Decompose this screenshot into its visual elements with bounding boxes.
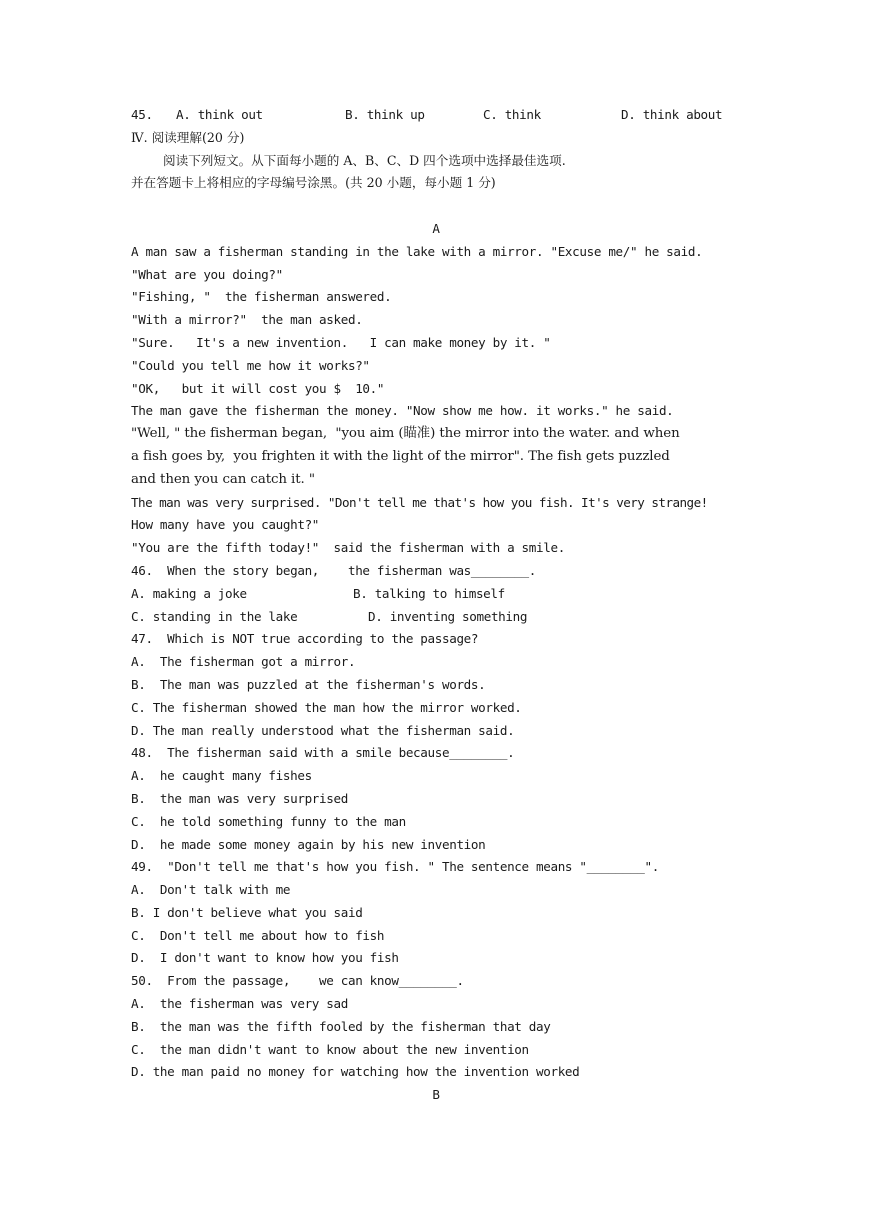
question-stem-47: 47. Which is NOT true according to the passage?: [131, 631, 479, 647]
passage-line: "Sure. It's a new invention. I can make money by it. ": [131, 334, 551, 350]
passage-line: a fish goes by, you frighten it with the light of the mirror". The fish gets puzzled: [131, 448, 670, 464]
passage-line: "You are the fifth today!" said the fisherman with a smile.: [131, 540, 565, 556]
section-heading: Ⅳ. 阅读理解(20 分): [131, 129, 245, 145]
blank-line: [131, 195, 741, 218]
passage-line: "Could you tell me how it works?": [131, 357, 370, 373]
q46-option-a: A. making a joke: [131, 585, 247, 601]
q50-option-c: C. the man didn't want to know about the new invention: [131, 1041, 529, 1057]
question-stem-48: 48. The fisherman said with a smile because________.: [131, 745, 515, 761]
q45-row: [131, 104, 741, 127]
q45-option-b: B. think up: [345, 107, 425, 122]
question-stem-50: 50. From the passage, we can know________.: [131, 973, 464, 989]
passage-a-label: A: [432, 220, 440, 236]
q50-option-a: A. the fisherman was very sad: [131, 996, 348, 1012]
passage-line: "Fishing, " the fisherman answered.: [131, 289, 392, 305]
q50-option-d: D. the man paid no money for watching how the invention worked: [131, 1064, 580, 1080]
q46-options-row-2: [131, 606, 741, 629]
passage-line: "Well, " the fisherman began, "you aim (瞄准) the mirror into the water. and when: [131, 426, 680, 442]
q45-option-c: C. think: [483, 107, 541, 122]
q50-option-b: B. the man was the fifth fooled by the fisherman that day: [131, 1018, 551, 1034]
q46-option-d: D. inventing something: [368, 608, 528, 624]
q48-option-c: C. he told something funny to the man: [131, 813, 406, 829]
q49-option-c: C. Don't tell me about how to fish: [131, 927, 385, 943]
question-stem-49: 49. "Don't tell me that's how you fish. " The sentence means "________".: [131, 859, 659, 875]
q47-option-d: D. The man really understood what the fisherman said.: [131, 722, 515, 738]
passage-line: A man saw a fisherman standing in the lake with a mirror. "Excuse me/" he said.: [131, 243, 703, 259]
passage-line: "With a mirror?" the man asked.: [131, 312, 363, 328]
passage-line: and then you can catch it. ": [131, 471, 315, 487]
passage-line: "What are you doing?": [131, 266, 283, 282]
q49-option-d: D. I don't want to know how you fish: [131, 950, 399, 966]
q45-option-a: A. think out: [176, 107, 263, 122]
question-stem-46: 46. When the story began, the fisherman was________.: [131, 562, 536, 578]
passage-line: The man was very surprised. "Don't tell me that's how you fish. It's very strange!: [131, 494, 708, 510]
q45-number: 45.: [131, 107, 153, 122]
q49-option-b: B. I don't believe what you said: [131, 904, 363, 920]
q46-options-row-1: [131, 583, 741, 606]
exam-page: [131, 104, 741, 1107]
passage-line: The man gave the fisherman the money. "Now show me how. it works." he said.: [131, 403, 674, 419]
q45-option-d: D. think about: [621, 107, 723, 122]
passage-line: "OK, but it will cost you $ 10.": [131, 380, 385, 396]
q47-option-c: C. The fisherman showed the man how the mirror worked.: [131, 699, 522, 715]
q47-option-b: B. The man was puzzled at the fisherman's words.: [131, 676, 486, 692]
section-instruction-2: 并在答题卡上将相应的字母编号涂黑。(共 20 小题，每小题 1 分): [131, 175, 496, 191]
q47-option-a: A. The fisherman got a mirror.: [131, 654, 356, 670]
passage-line: How many have you caught?": [131, 517, 320, 533]
passage-b-label: B: [432, 1087, 440, 1103]
q48-option-d: D. he made some money again by his new invention: [131, 836, 486, 852]
q46-option-b: B. talking to himself: [353, 585, 505, 601]
q48-option-a: A. he caught many fishes: [131, 768, 312, 784]
section-instruction-1: 阅读下列短文。从下面每小题的 A、B、C、D 四个选项中选择最佳选项.: [163, 152, 566, 168]
q46-option-c: C. standing in the lake: [131, 608, 298, 624]
q48-option-b: B. the man was very surprised: [131, 790, 348, 806]
q49-option-a: A. Don't talk with me: [131, 882, 291, 898]
